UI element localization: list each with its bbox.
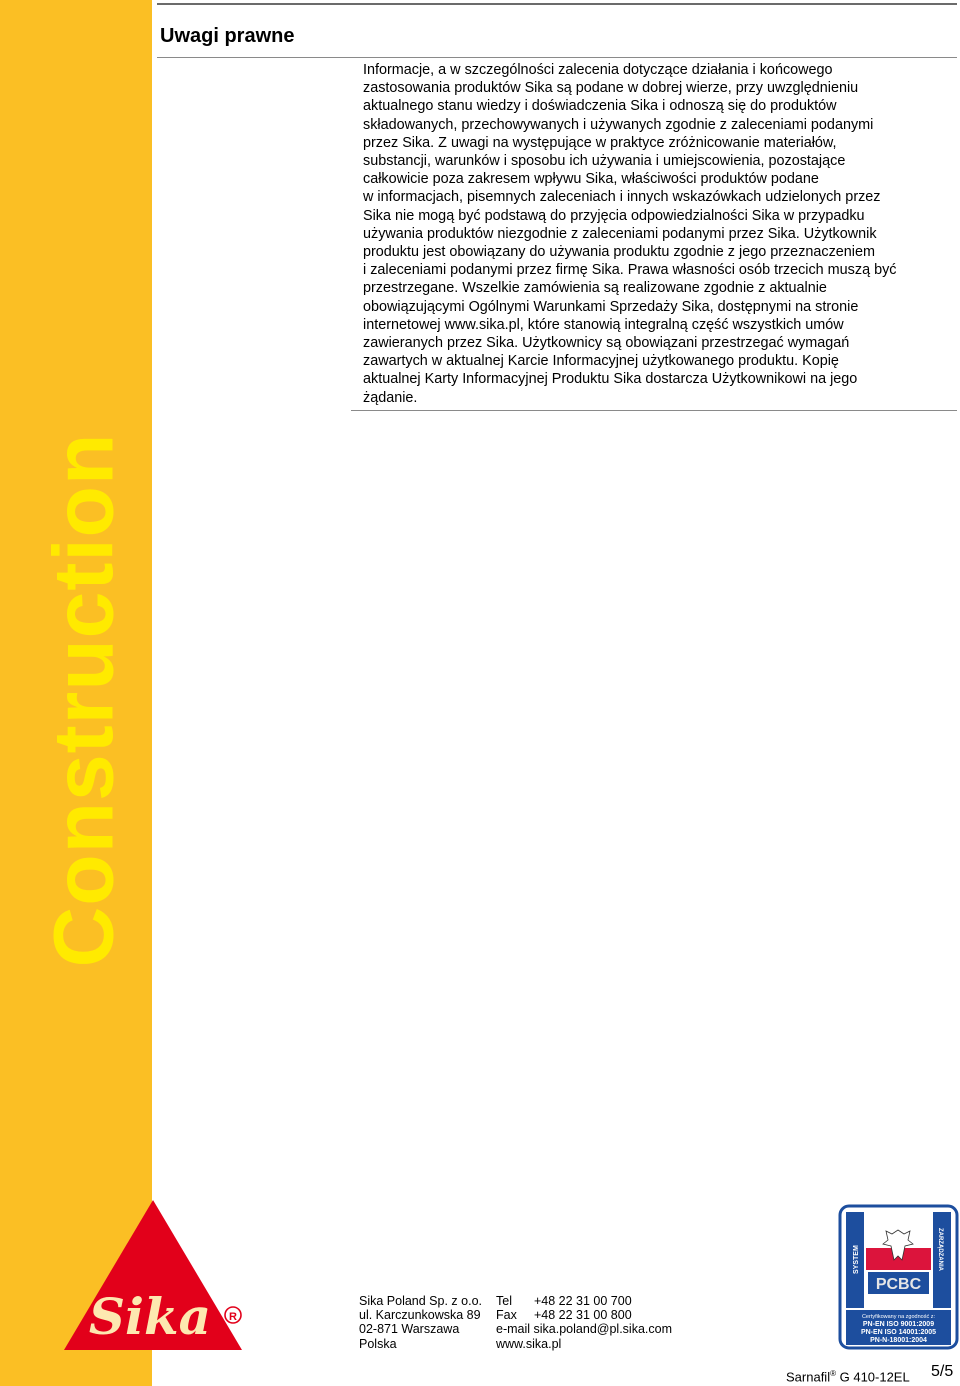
legal-line: Informacje, a w szczególności zalecenia dotyczące działania i końcowego: [363, 62, 833, 78]
sika-logo-wordmark: Sika: [88, 1287, 212, 1346]
fax-row: [496, 1308, 672, 1322]
brand-sidebar: [0, 0, 152, 1386]
legal-line: aktualnej Karty Informacyjnej Produktu Sika dostarcza Użytkownikowi na jego: [363, 371, 858, 388]
cert-side-right: ZARZĄDZANIA: [937, 1228, 943, 1271]
legal-line: w informacjach, pisemnych zaleceniach i innych wskazówkach udzielonych przez: [363, 189, 881, 206]
company-contact: [496, 1294, 672, 1351]
registered-mark: R: [229, 1311, 237, 1323]
legal-notice-text: [363, 61, 958, 407]
cert-caption: Certyfikowany na zgodność z:: [861, 1314, 936, 1320]
legal-line: całkowicie poza zakresem wpływu Sika, właściwości produktów podane: [363, 171, 819, 188]
legal-line: zawieranych przez Sika. Użytkownicy są obowiązani przestrzegać wymagań: [363, 335, 850, 352]
legal-line: obowiązującymi Ogólnymi Warunkami Sprzedaży Sika, dostępnymi na stronie: [363, 298, 859, 315]
phone-number: +48 22 31 00 700: [534, 1294, 632, 1308]
legal-line: zastosowania produktów Sika są podane w dobrej wierze, przy uwzględnieniu: [363, 80, 859, 97]
legal-line: aktualnego stanu wiedzy i doświadczenia Sika i odnoszą się do produktów: [363, 98, 837, 115]
company-address: [359, 1294, 482, 1351]
legal-line: produktu jest obowiązany do używania produktu zgodnie z jego przeznaczeniem: [363, 244, 875, 261]
phone-row: [496, 1294, 672, 1308]
legal-line: substancji, warunków i sposobu ich używania i umiejscowienia, pozostające: [363, 153, 846, 170]
document-reference: [786, 1369, 910, 1384]
email-link[interactable]: sika.poland@pl.sika.com: [533, 1322, 672, 1337]
cert-standard: PN-EN ISO 14001:2005: [860, 1329, 937, 1336]
legal-line: przestrzegane. Wszelkie zamówienia są realizowane zgodnie z aktualnie: [363, 280, 827, 297]
legal-line: i zaleceniami podanymi przez firmę Sika. Prawa własności osób trzecich muszą być: [363, 262, 897, 279]
website-link[interactable]: www.sika.pl: [496, 1336, 562, 1351]
address-line: 02-871 Warszawa: [359, 1322, 460, 1337]
cert-standard: PN-N-18001:2004: [870, 1337, 927, 1344]
body-rule: [351, 410, 957, 411]
address-line: ul. Karczunkowska 89: [359, 1308, 481, 1323]
section-title: Uwagi prawne: [160, 25, 295, 47]
pcbc-certificate-icon: [838, 1204, 959, 1350]
legal-line: używania produktów niezgodnie z zaleceniami podanymi przez Sika. Użytkownik: [363, 225, 877, 242]
registered-sup: ®: [830, 1369, 836, 1378]
cert-side-left: SYSTEM: [853, 1245, 860, 1274]
address-line: Polska: [359, 1336, 397, 1351]
fax-label: Fax: [496, 1308, 517, 1323]
legal-line: przez Sika. Z uwagi na występujące w praktyce zróżnicowanie materiałów,: [363, 134, 837, 151]
phone-label: Tel: [496, 1294, 512, 1308]
address-line: Sika Poland Sp. z o.o.: [359, 1294, 482, 1308]
page-number: 5/5: [931, 1363, 954, 1380]
legal-line: Sika nie mogą być podstawą do przyjęcia odpowiedzialności Sika w przypadku: [363, 207, 865, 224]
sika-logo-icon: [60, 1196, 246, 1358]
email-row: [496, 1322, 672, 1336]
sidebar-brand-word: Construction: [36, 432, 131, 968]
product-name: Sarnafil: [786, 1369, 831, 1385]
cert-standard: PN-EN ISO 9001:2009: [862, 1321, 935, 1328]
product-code: G 410-12EL: [839, 1369, 910, 1385]
header-rule: [157, 3, 957, 5]
legal-line: składowanych, przechowywanych i używanych zgodnie z zaleceniami podanymi: [363, 116, 874, 133]
legal-line: zawartych w aktualnej Karcie Informacyjnej użytkowanego produktu. Kopię: [363, 353, 839, 370]
title-rule: [157, 57, 957, 58]
email-label: e-mail: [496, 1322, 531, 1337]
fax-number: +48 22 31 00 800: [534, 1308, 632, 1323]
cert-mark: PCBC: [875, 1276, 922, 1293]
legal-line: żądanie.: [363, 389, 418, 406]
legal-line: internetowej www.sika.pl, które stanowią integralną część wszystkich umów: [363, 316, 844, 333]
